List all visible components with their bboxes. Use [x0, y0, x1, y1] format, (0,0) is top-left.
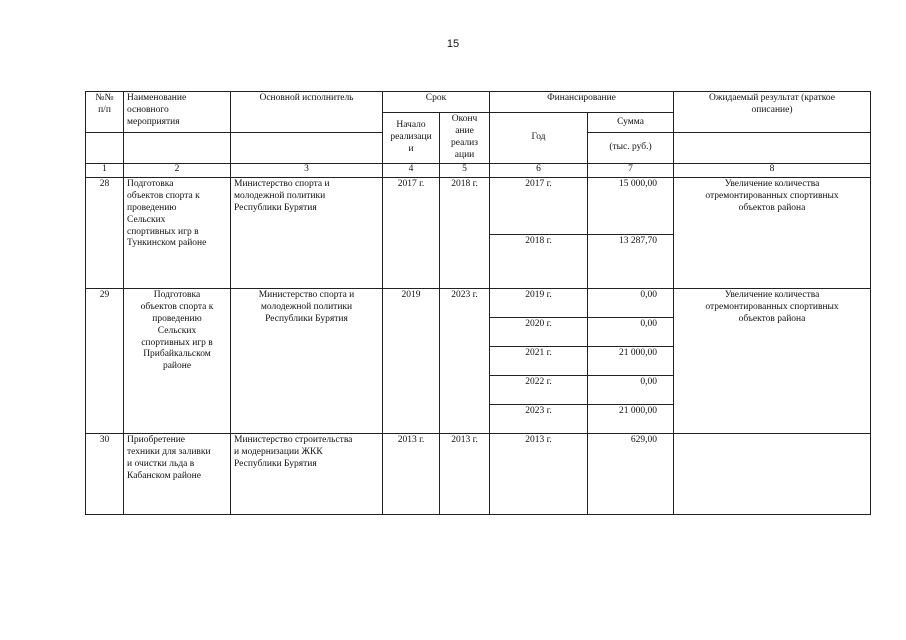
header-financing: Финансирование — [490, 92, 674, 113]
row-sum: 21 000,00 — [588, 347, 674, 376]
activities-table — [85, 91, 871, 515]
header-start: Начало реализаци и — [383, 113, 440, 164]
header-result: Ожидаемый результат (краткое описание) — [674, 92, 871, 133]
row-result — [674, 434, 871, 515]
row-executor: Министерство строительства и модернизации ЖКК Республики Бурятия — [231, 434, 383, 515]
row-sum: 629,00 — [588, 434, 674, 515]
row-year: 2020 г. — [490, 318, 588, 347]
page-number: 15 — [446, 38, 460, 50]
row-sum: 15 000,00 — [588, 178, 674, 235]
row-sum: 13 287,70 — [588, 235, 674, 289]
col-number: 7 — [588, 164, 674, 178]
row-year: 2023 г. — [490, 405, 588, 434]
header-sum: Сумма — [588, 113, 674, 133]
row-end: 2023 г. — [440, 289, 490, 434]
header-name: Наименование основного мероприятия — [124, 92, 231, 133]
header-sum-unit: (тыс. руб.) — [588, 133, 674, 164]
row-start: 2013 г. — [383, 434, 440, 515]
row-year: 2013 г. — [490, 434, 588, 515]
row-year: 2022 г. — [490, 376, 588, 405]
col-number: 3 — [231, 164, 383, 178]
row-name: Подготовка объектов спорта к проведению Сельских спортивных игр в Тункинском районе — [124, 178, 231, 289]
row-sum: 0,00 — [588, 289, 674, 318]
row-year: 2018 г. — [490, 235, 588, 289]
row-name: Подготовка объектов спорта к проведению Сельских спортивных игр в Прибайкальском районе — [124, 289, 231, 434]
row-result: Увеличение количества отремонтированных спортивных объектов района — [674, 289, 871, 434]
col-number: 8 — [674, 164, 871, 178]
row-year: 2017 г. — [490, 178, 588, 235]
col-number: 5 — [440, 164, 490, 178]
header-num: №№ п/п — [86, 92, 124, 133]
row-sum: 21 000,00 — [588, 405, 674, 434]
row-end: 2018 г. — [440, 178, 490, 289]
table-row — [86, 434, 871, 515]
table-row — [86, 178, 871, 235]
row-num: 28 — [86, 178, 124, 289]
row-end: 2013 г. — [440, 434, 490, 515]
row-name: Приобретение техники для заливки и очистки льда в Кабанском районе — [124, 434, 231, 515]
row-start: 2019 — [383, 289, 440, 434]
row-year: 2021 г. — [490, 347, 588, 376]
col-number: 4 — [383, 164, 440, 178]
row-year: 2019 г. — [490, 289, 588, 318]
header-term: Срок — [383, 92, 490, 113]
row-sum: 0,00 — [588, 376, 674, 405]
header-end: Оконч ание реализ ации — [440, 113, 490, 164]
row-sum: 0,00 — [588, 318, 674, 347]
row-executor: Министерство спорта и молодежной политики Республики Бурятия — [231, 178, 383, 289]
row-executor: Министерство спорта и молодежной политики Республики Бурятия — [231, 289, 383, 434]
col-number: 1 — [86, 164, 124, 178]
row-num: 30 — [86, 434, 124, 515]
col-number: 2 — [124, 164, 231, 178]
row-num: 29 — [86, 289, 124, 434]
row-start: 2017 г. — [383, 178, 440, 289]
row-result: Увеличение количества отремонтированных спортивных объектов района — [674, 178, 871, 289]
col-number: 6 — [490, 164, 588, 178]
header-executor: Основной исполнитель — [231, 92, 383, 133]
table-row — [86, 289, 871, 318]
header-year: Год — [490, 113, 588, 164]
